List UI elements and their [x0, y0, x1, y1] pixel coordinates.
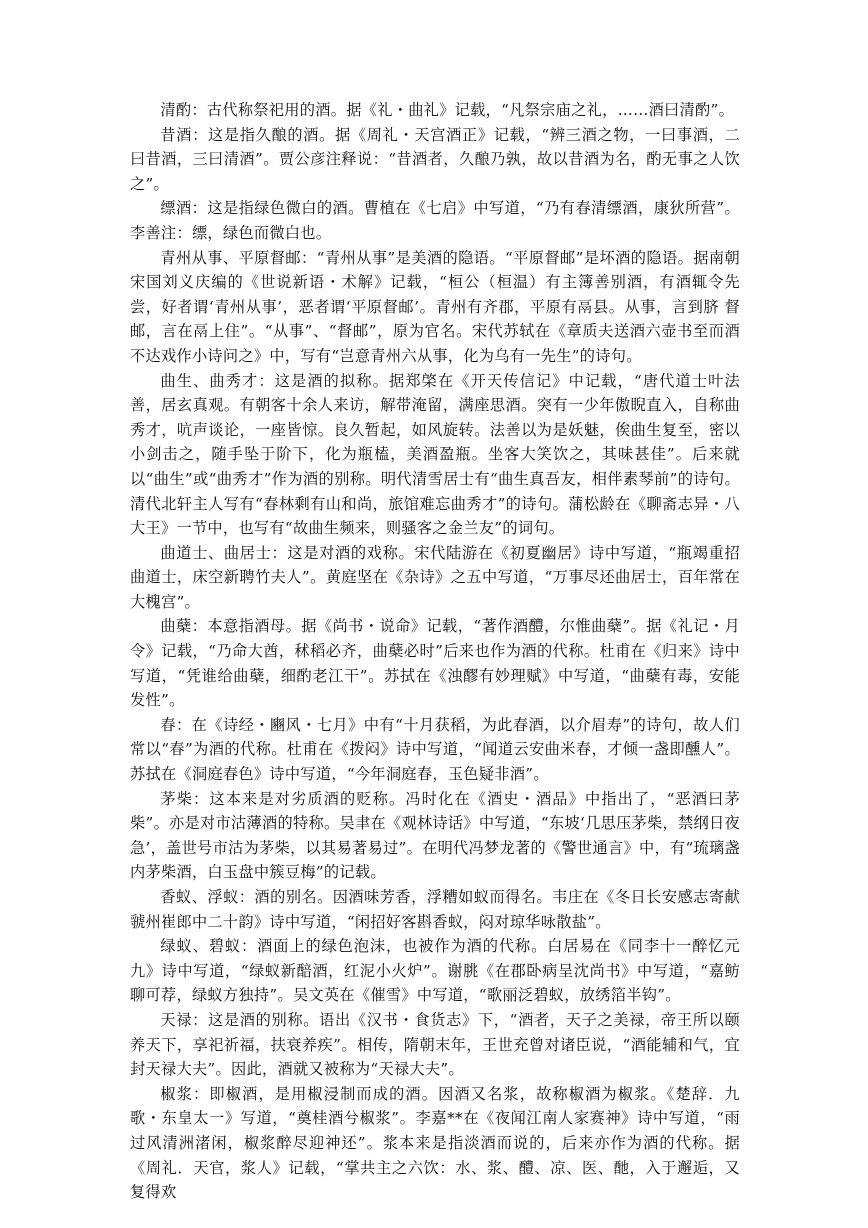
paragraph-maochai: 茅柴：这本来是对劣质酒的贬称。冯时化在《酒史・酒品》中指出了，“恶酒曰茅柴”。亦是对市沽薄酒的特称。吴聿在《观林诗话》中写道，“东坡‘几思压茅柴，禁纲日夜急’，盖世号市沽为茅柴，以其易著易过”。在明代冯梦龙著的《警世通言》中，有“琉璃盏内茅柴酒，白玉盘中簇豆梅”的记载。 [130, 789, 740, 882]
paragraph-piaojiu: 缥酒：这是指绿色微白的酒。曹植在《七启》中写道，“乃有春清缥酒，康狄所营”。李善注：缥，绿色而微白也。 [130, 199, 740, 242]
paragraph-qingzhuo: 清酌：古代称祭祀用的酒。据《礼・曲礼》记载，“凡祭宗庙之礼，……酒曰清酌”。 [160, 101, 735, 119]
paragraph-qusheng: 曲生、曲秀才：这是酒的拟称。据郑棨在《开天传信记》中记载，“唐代道士叶法善，居玄真观。有朝客十余人来访，解带淹留，满座思酒。突有一少年傲睨直入，自称曲秀才，吭声谈论，一座皆惊。良久暂起，如风旋转。法善以为是妖魅，俟曲生复至，密以小剑击之，随手坠于阶下，化为瓶榼，美酒盈瓶。坐客大笑饮之，其味甚佳”。后来就以“曲生”或“曲秀才”作为酒的别称。明代清雪居士有“曲生真吾友，相伴素琴前”的诗句。清代北轩主人写有“春林剩有山和尚，旅馆难忘曲秀才”的诗句。蒲松龄在《聊斋志异・八大王》一节中，也写有“故曲生频来，则骚客之金兰友”的词句。 [130, 371, 740, 538]
document-body [130, 98, 740, 1205]
paragraph-chun: 春：在《诗经・豳风・七月》中有“十月获稻，为此春酒，以介眉寿”的诗句，故人们常以“春”为酒的代称。杜甫在《拨闷》诗中写道，“闻道云安曲米春，才倾一盏即醺人”。苏拭在《洞庭春色》诗中写道，“今年洞庭春，玉色疑非酒”。 [130, 715, 740, 784]
paragraph-tianlu: 天禄：这是酒的别称。语出《汉书・食货志》下，“酒者，天子之美禄，帝王所以颐养天下，享祀祈福，扶衰养疾”。相传，隋朝末年，王世充曾对诸臣说，“酒能辅和气，宜封天禄大夫”。因此，酒就又被称为“天禄大夫”。 [130, 1010, 740, 1079]
paragraph-quniè: 曲蘖：本意指酒母。据《尚书・说命》记载，“著作酒醴，尔惟曲蘖”。据《礼记・月令》记载，“乃命大酋，秫稻必齐，曲蘖必时”后来也作为酒的代称。杜甫在《归来》诗中写道，“凭谁给曲蘖，细酌老江干”。苏拭在《浊醪有妙理赋》中写道，“曲蘖有毒，安能发性”。 [130, 617, 740, 710]
paragraph-qudaoshi: 曲道士、曲居士：这是对酒的戏称。宋代陆游在《初夏幽居》诗中写道，“瓶竭重招曲道士，床空新聘竹夫人”。黄庭坚在《杂诗》之五中写道，“万事尽还曲居士，百年常在大槐宫”。 [130, 543, 740, 611]
paragraph-jiaojiang: 椒浆：即椒酒，是用椒浸制而成的酒。因酒又名浆，故称椒酒为椒浆。《楚辞．九歌・东皇太一》写道，“奠桂酒兮椒浆”。李嘉**在《夜闻江南人家赛神》诗中写道，“雨过风清洲渚闲，椒浆醉尽迎神还”。浆本来是指淡酒而说的，后来亦作为酒的代称。据《周礼．天官，浆人》记载，“掌共主之六饮：水、浆、醴、凉、医、酏，入于邂逅，又复得欢 [130, 1084, 740, 1202]
paragraph-xijiu: 昔酒：这是指久酿的酒。据《周礼・天宫酒正》记载，“辨三酒之物，一曰事酒，二曰昔酒，三曰清酒”。贾公彦注释说：“昔酒者，久酿乃孰，故以昔酒为名，酌无事之人饮之”。 [130, 125, 740, 193]
paragraph-lvyi: 绿蚁、碧蚁：酒面上的绿色泡沫，也被作为酒的代称。白居易在《同李十一醉忆元九》诗中写道，“绿蚁新醅酒，红泥小火炉”。谢朓《在郡卧病呈沈尚书》中写道，“嘉鲂聊可荐，绿蚁方独持”。吴文英在《催雪》中写道，“歌丽泛碧蚁，放绣箔半钩”。 [130, 937, 740, 1005]
paragraph-xiangyi: 香蚁、浮蚁：酒的别名。因酒味芳香，浮糟如蚁而得名。韦庄在《冬日长安感志寄献虢州崔郎中二十韵》诗中写道，“闲招好客斟香蚁，闷对琼华咏散盐”。 [130, 888, 740, 931]
paragraph-qingzhou-congshi: 青州从事、平原督邮：“青州从事”是美酒的隐语。“平原督邮”是坏酒的隐语。据南朝宋国刘义庆编的《世说新语・术解》记载，“桓公（桓温）有主簿善别酒，有酒辄令先尝，好者谓‘青州从事’，恶者谓‘平原督邮’。青州有齐郡，平原有鬲县。从事，言到脐 督邮，言在鬲上住”。“从事”、“督邮”，原为官名。宋代苏轼在《章质夫送酒六壶书至而酒不达戏作小诗问之》中，写有“岂意青州六从事，化为乌有一先生”的诗句。 [130, 248, 740, 365]
